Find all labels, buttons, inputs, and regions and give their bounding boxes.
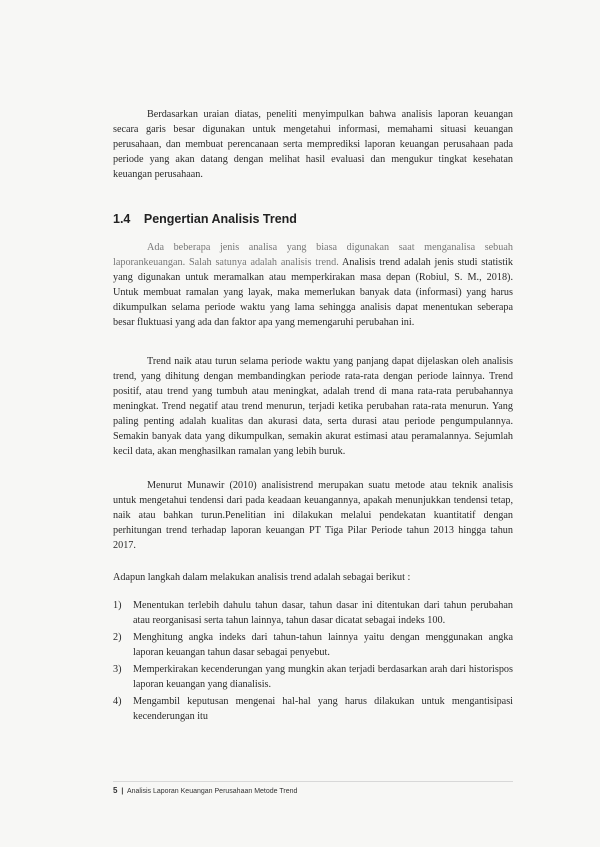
list-item-number: 1) [113, 600, 122, 611]
footer-separator: | [121, 788, 124, 795]
page-footer [113, 786, 297, 795]
list-item-number: 4) [113, 696, 122, 707]
list-item [113, 598, 513, 628]
footer-divider [113, 781, 513, 782]
list-item-number: 3) [113, 664, 122, 675]
list-item-text: Menghitung angka indeks dari tahun-tahun lainnya yaitu dengan menggunakan angka laporan keuangan tahun dasar sebagai penyebut. [133, 632, 513, 658]
paragraph-trend-types: Trend naik atau turun selama periode waktu yang panjang dapat dijelaskan oleh analisis trend, yang dihitung dengan membandingkan periode rata-rata dengan periode lainnya. Trend positif, atau trend yang tumbuh atau meningkat, adalah trend di mana rata-rata perubahannya meningkat. Trend negatif atau trend menurun, terjadi ketika perubahan rata-rata menurun. Yang paling penting adalah kualitas dan akurasi data, serta durasi atau periode pengumpulannya. Semakin banyak data yang dikumpulkan, semakin akurat estimasi atau peramalannya. Sejumlah kecil data, akan menghasilkan ramalan yang lebih buruk. [113, 356, 513, 457]
paragraph-steps-intro: Adapun langkah dalam melakukan analisis trend adalah sebagai berikut : [113, 572, 411, 583]
section-heading [113, 212, 297, 226]
paragraph-definition-intro: Ada beberapa jenis analisa yang biasa digunakan saat menganalisa sebuah laporankeuangan. Salah satunya adalah analisis trend. [113, 242, 513, 268]
list-item-text: Mengambil keputusan mengenai hal-hal yang harus dilakukan untuk mengantisipasi kecenderungan itu [133, 696, 513, 722]
paragraph-definition-body: Analisis trend adalah jenis studi statistik yang digunakan untuk meramalkan atau memperkirakan masa depan (Robiul, S. M., 2018). Untuk membuat ramalan yang layak, maka memerlukan banyak data (informasi) yang harus dikumpulkan selama periode waktu yang lama sehingga analisis dapat menentukan seberapa besar fluktuasi yang ada dan faktor apa yang memengaruhi perubahan ini. [113, 257, 513, 328]
paragraph-definition [113, 240, 513, 330]
list-item [113, 694, 513, 724]
paragraph-summary: Berdasarkan uraian diatas, peneliti menyimpulkan bahwa analisis laporan keuangan secara garis besar digunakan untuk mengetahui informasi, memahami situasi keuangan perusahaan, dan membuat perencanaan serta memprediksi laporan keuangan perusahaan pada periode yang akan datang dengan melihat hasil evaluasi dan mengukur tingkat kesehatan keuangan perusahaan. [113, 109, 513, 180]
section-title: Pengertian Analisis Trend [143, 212, 297, 226]
steps-list [113, 598, 513, 726]
paragraph-munawir: Menurut Munawir (2010) analisistrend merupakan suatu metode atau teknik analisis untuk mengetahui tendensi dari pada keadaan keuangannya, apakah menunjukkan tendensi tetap, naik atau bahkan turun.Penelitian ini dilakukan melalui pendekatan kuantitatif dengan perhitungan trend terhadap laporan keuangan PT Tiga Pilar Periode tahun 2013 hingga tahun 2017. [113, 480, 513, 551]
section-number: 1.4 [113, 212, 131, 226]
list-item [113, 662, 513, 692]
list-item-text: Memperkirakan kecenderungan yang mungkin akan terjadi berdasarkan arah dari historispos laporan keuangan yang dianalisis. [133, 664, 513, 690]
page-number: 5 [113, 786, 118, 795]
running-title: Analisis Laporan Keuangan Perusahaan Metode Trend [126, 788, 298, 795]
list-item-text: Menentukan terlebih dahulu tahun dasar, tahun dasar ini ditentukan dari tahun perubahan atau reorganisasi serta tahun lainnya, tahun dasar dicatat sebagai indeks 100. [133, 600, 513, 626]
list-item [113, 630, 513, 660]
list-item-number: 2) [113, 632, 122, 643]
